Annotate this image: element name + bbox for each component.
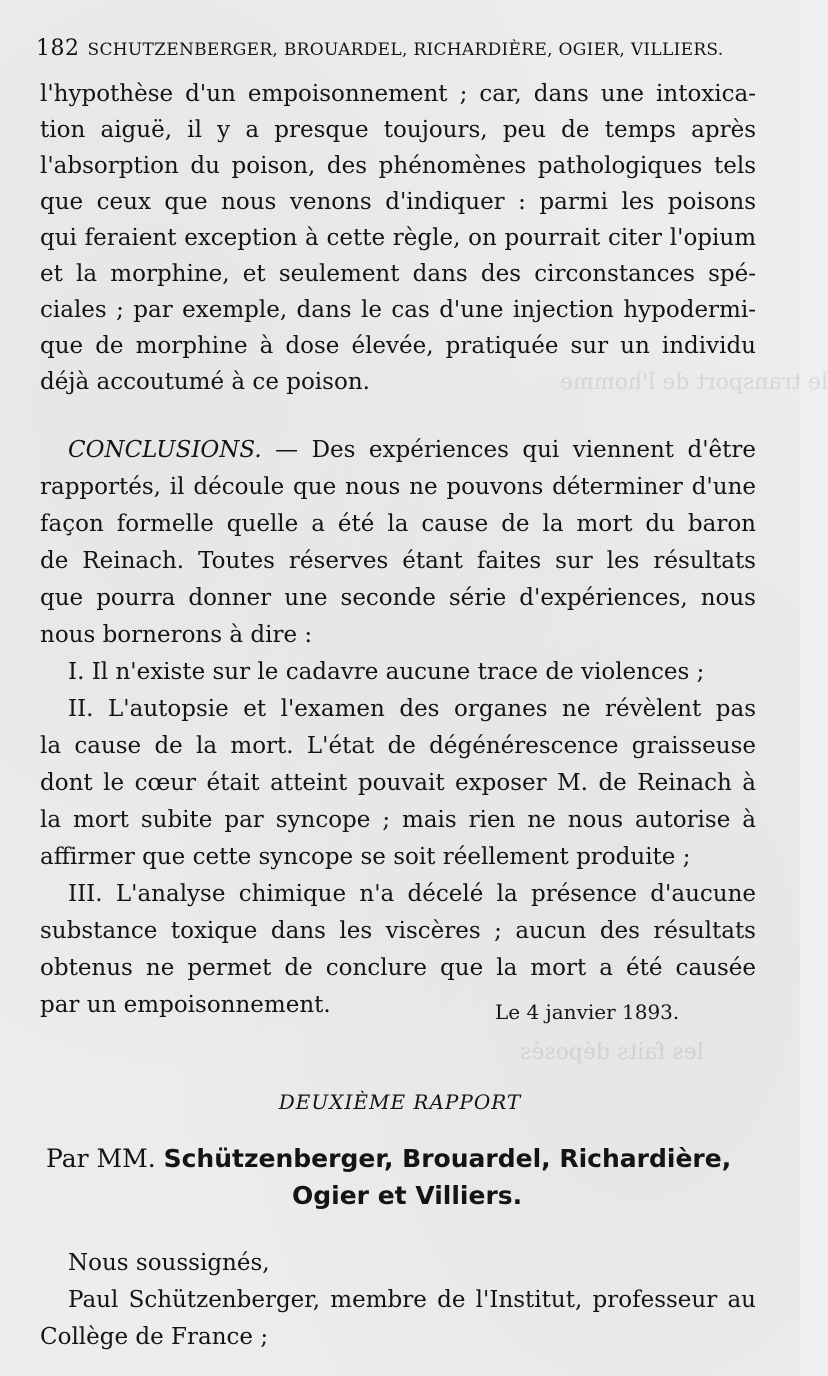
closing-line: Nous soussignés, bbox=[68, 1250, 270, 1276]
conclusions-first-line bbox=[68, 432, 756, 468]
conclusion-item-2-line: la cause de la mort. L'état de dégénérescence graisseuse bbox=[40, 733, 756, 759]
body-line: ciales ; par exemple, dans le cas d'une injection hypodermi- bbox=[40, 297, 756, 323]
show-through-texture: le transport de l'homme bbox=[560, 370, 828, 395]
second-report-authors-line-1 bbox=[46, 1144, 731, 1173]
body-line: l'hypothèse d'un empoisonnement ; car, dans une intoxica- bbox=[40, 81, 756, 107]
conclusions-line: de Reinach. Toutes réserves étant faites sur les résultats bbox=[40, 548, 756, 574]
conclusions-line: rapportés, il découle que nous ne pouvons déterminer d'une bbox=[40, 474, 756, 500]
second-report-authors-line-2 bbox=[292, 1181, 522, 1210]
conclusion-item-2-line: affirmer que cette syncope se soit réellement produite ; bbox=[40, 844, 691, 870]
conclusions-heading: CONCLUSIONS. bbox=[68, 437, 262, 463]
conclusions-line: que pourra donner une seconde série d'expériences, nous bbox=[40, 585, 756, 611]
body-line: tion aiguë, il y a presque toujours, peu de temps après bbox=[40, 117, 756, 143]
conclusion-item-2: II. L'autopsie et l'examen des organes ne révèlent pas bbox=[68, 696, 756, 722]
conclusion-item-3-line: obtenus ne permet de conclure que la mort a été causée bbox=[40, 955, 756, 981]
body-line: que ceux que nous venons d'indiquer : parmi les poisons bbox=[40, 189, 756, 215]
par-mm: Par MM. bbox=[46, 1144, 156, 1173]
running-header bbox=[36, 36, 756, 66]
authors-names-2: Ogier et Villiers. bbox=[292, 1181, 523, 1210]
body-line: l'absorption du poison, des phénomènes pathologiques tels bbox=[40, 153, 756, 179]
conclusion-item-1: I. Il n'existe sur le cadavre aucune trace de violences ; bbox=[68, 659, 705, 685]
running-header-authors: SCHUTZENBERGER, BROUARDEL, RICHARDIÈRE, OGIER, VILLIERS. bbox=[87, 40, 724, 60]
conclusions-line: nous bornerons à dire : bbox=[40, 622, 313, 648]
conclusion-item-3: III. L'analyse chimique n'a décelé la présence d'aucune bbox=[68, 881, 756, 907]
conclusions-line: façon formelle quelle a été la cause de la mort du baron bbox=[40, 511, 756, 537]
conclusion-item-2-line: dont le cœur était atteint pouvait exposer M. de Reinach à bbox=[40, 770, 756, 796]
body-line: et la morphine, et seulement dans des circonstances spé- bbox=[40, 261, 756, 287]
conclusion-item-3-line: par un empoisonnement. bbox=[40, 992, 331, 1018]
authors-names-1: Schützenberger, Brouardel, Richardière, bbox=[163, 1144, 732, 1173]
report-date: Le 4 janvier 1893. bbox=[495, 1000, 680, 1024]
conclusions-first-line-text: — Des expériences qui viennent d'être bbox=[261, 437, 756, 463]
page-number: 182 bbox=[36, 36, 80, 61]
conclusion-item-3-line: substance toxique dans les viscères ; aucun des résultats bbox=[40, 918, 756, 944]
body-line: déjà accoutumé à ce poison. bbox=[40, 369, 370, 395]
section-title: DEUXIÈME RAPPORT bbox=[278, 1090, 522, 1114]
body-line: que de morphine à dose élevée, pratiquée sur un individu bbox=[40, 333, 756, 359]
body-line: qui feraient exception à cette règle, on pourrait citer l'opium bbox=[40, 225, 756, 251]
closing-line: Paul Schützenberger, membre de l'Institut, professeur au bbox=[68, 1287, 756, 1313]
conclusion-item-2-line: la mort subite par syncope ; mais rien ne nous autorise à bbox=[40, 807, 756, 833]
closing-line: Collège de France ; bbox=[40, 1324, 269, 1350]
show-through-texture: les faits déposés bbox=[520, 1040, 704, 1065]
